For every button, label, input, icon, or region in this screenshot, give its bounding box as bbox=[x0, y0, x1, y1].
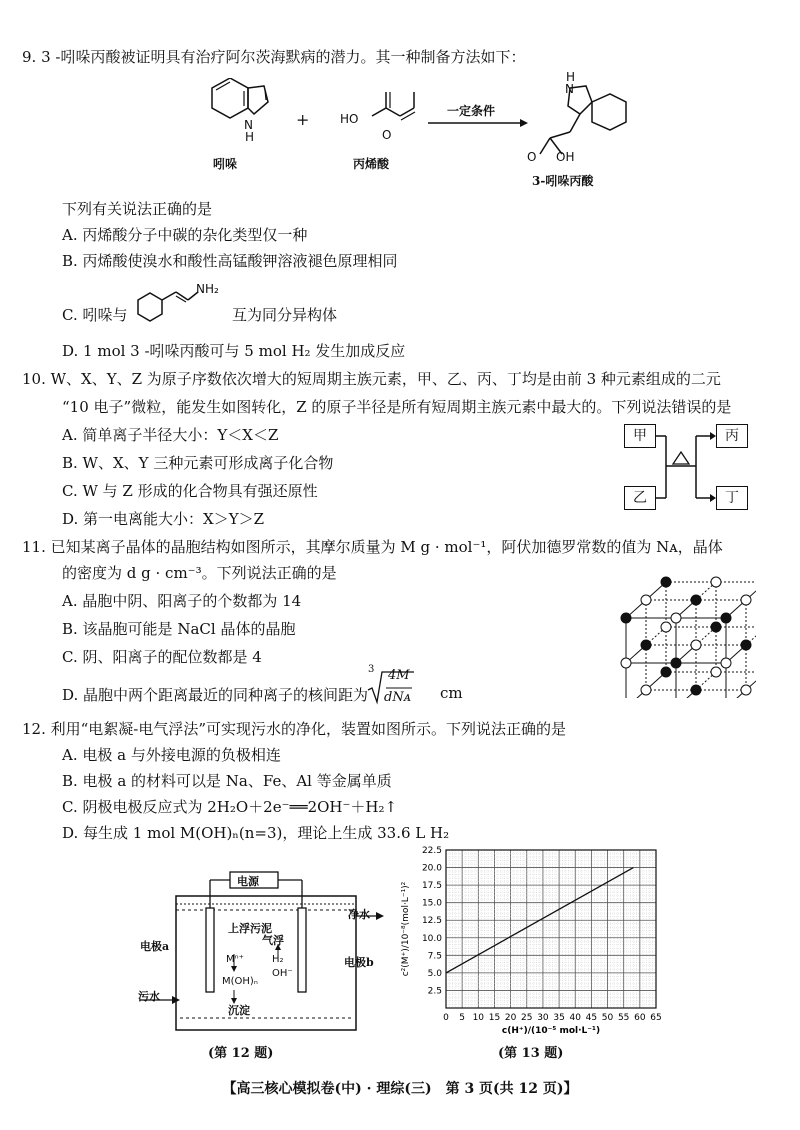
oh-label: OH⁻ bbox=[272, 968, 293, 979]
acrylic-acid-name: 丙烯酸 bbox=[353, 157, 390, 171]
q13-chart bbox=[396, 838, 666, 1038]
q12-option-b: B. 电极 a 的材料可以是 Na、Fe、Al 等金属单质 bbox=[62, 772, 392, 790]
x-tick-label: 45 bbox=[585, 1013, 598, 1023]
q11-line2: 的密度为 d g · cm⁻³。下列说法正确的是 bbox=[62, 564, 337, 582]
q10-option-d: D. 第一电离能大小：X＞Y＞Z bbox=[62, 510, 265, 528]
fraction-denominator: dNᴀ bbox=[384, 690, 412, 705]
cation-dot bbox=[671, 658, 681, 668]
indole-name: 吲哚 bbox=[213, 157, 238, 171]
indolepropanoic-acid-structure bbox=[520, 84, 630, 164]
x-tick-label: 0 bbox=[443, 1013, 449, 1023]
q12-option-c: C. 阴极电极反应式为 2H₂O＋2e⁻══2OH⁻＋H₂↑ bbox=[62, 798, 398, 816]
q9-option-d: D. 1 mol 3 -吲哚丙酸可与 5 mol H₂ 发生加成反应 bbox=[62, 342, 406, 360]
acrylic-acid-structure bbox=[362, 84, 422, 144]
x-tick-label: 65 bbox=[650, 1013, 662, 1023]
conversion-diagram-lines bbox=[656, 430, 718, 510]
q9-option-b: B. 丙烯酸使溴水和酸性高锰酸钾溶液褪色原理相同 bbox=[62, 252, 398, 270]
q10-option-b: B. W、X、Y 三种元素可形成离子化合物 bbox=[62, 454, 334, 472]
anion-dot bbox=[641, 595, 651, 605]
box-yi: 乙 bbox=[624, 486, 656, 510]
q12-stem: 12. 利用“电絮凝-电气浮法”可实现污水的净化，装置如图所示。下列说法正确的是 bbox=[22, 720, 567, 738]
anion-dot bbox=[711, 667, 721, 677]
cube-root-index: 3 bbox=[368, 664, 375, 675]
q11-option-d-pre: D. 晶胞中两个距离最近的同种离子的核间距为 bbox=[62, 686, 369, 704]
x-tick-label: 5 bbox=[459, 1013, 466, 1023]
q10-line1: 10. W、X、Y、Z 为原子序数依次增大的短周期主族元素，甲、乙、丙、丁均是由前 3 种元素组成的二元 bbox=[22, 370, 721, 388]
anion-dot bbox=[741, 685, 751, 695]
moh-label: M(OH)ₙ bbox=[222, 976, 258, 987]
anion-dot bbox=[671, 613, 681, 623]
indole-n-label: N bbox=[244, 118, 253, 132]
q10-line2: “10 电子”微粒，能发生如图转化，Z 的原子半径是所有短周期主族元素中最大的。下列说法错误的是 bbox=[62, 398, 732, 416]
cation-dot bbox=[741, 640, 751, 650]
anion-dot bbox=[721, 658, 731, 668]
q10-option-c: C. W 与 Z 形成的化合物具有强还原性 bbox=[62, 482, 318, 500]
y-tick-label: 17.5 bbox=[421, 881, 442, 892]
anion-dot bbox=[621, 658, 631, 668]
product-h-label: H bbox=[566, 70, 576, 84]
crystal-cell-diagram bbox=[616, 568, 756, 698]
cation-dot bbox=[661, 577, 671, 587]
x-tick-label: 15 bbox=[488, 1013, 501, 1023]
acrylic-ho-label: HO bbox=[340, 112, 359, 126]
anion-dot bbox=[711, 577, 721, 587]
q9-stem: 9. 3 -吲哚丙酸被证明具有治疗阿尔茨海默病的潜力。其一种制备方法如下： bbox=[22, 48, 526, 66]
q12-figure-caption: (第 12 题) bbox=[208, 1046, 274, 1061]
product-n-label: N bbox=[565, 82, 574, 96]
q11-option-c: C. 阴、阳离子的配位数都是 4 bbox=[62, 648, 262, 666]
q11-option-d-unit: cm bbox=[440, 684, 463, 702]
q13-figure-caption: (第 13 题) bbox=[498, 1046, 564, 1061]
cation-dot bbox=[661, 667, 671, 677]
cation-dot bbox=[691, 685, 701, 695]
y-tick-label: 22.5 bbox=[421, 846, 442, 856]
product-name: 3-吲哚丙酸 bbox=[532, 174, 594, 188]
q10-option-a: A. 简单离子半径大小：Y＜X＜Z bbox=[62, 426, 279, 444]
indole-h-label: H bbox=[245, 130, 255, 144]
electrode-a-label: 电极a bbox=[140, 940, 170, 953]
x-tick-label: 60 bbox=[634, 1013, 646, 1023]
air-float-label: 气浮 bbox=[262, 934, 284, 947]
q11-line1: 11. 已知某离子晶体的晶胞结构如图所示，其摩尔质量为 M g · mol⁻¹，阿伏加德罗常数的值为 Nᴀ，晶体 bbox=[22, 538, 723, 556]
q9-prompt: 下列有关说法正确的是 bbox=[62, 200, 213, 218]
x-tick-label: 50 bbox=[601, 1013, 614, 1023]
cation-dot bbox=[691, 595, 701, 605]
fraction-numerator: 4M bbox=[388, 668, 410, 683]
plot-frame bbox=[446, 850, 656, 1008]
y-tick-label: 7.5 bbox=[427, 951, 442, 962]
sludge-label: 上浮污泥 bbox=[228, 922, 272, 935]
reaction-condition: 一定条件 bbox=[447, 104, 496, 118]
q9-option-c-pre: C. 吲哚与 bbox=[62, 306, 128, 324]
y-tick-label: 12.5 bbox=[421, 916, 442, 927]
product-o-label: O bbox=[527, 150, 537, 164]
reaction-arrow bbox=[428, 118, 528, 128]
anion-dot bbox=[691, 640, 701, 650]
precipitate-label: 沉淀 bbox=[228, 1004, 250, 1017]
y-tick-label: 5.0 bbox=[427, 968, 442, 979]
anion-dot bbox=[641, 685, 651, 695]
m-ion-label: Mⁿ⁺ bbox=[226, 954, 244, 965]
x-tick-label: 25 bbox=[521, 1013, 533, 1023]
q12-option-d: D. 每生成 1 mol M(OH)ₙ(n=3)，理论上生成 33.6 L H₂ bbox=[62, 824, 450, 842]
electrode-b-label: 电极b bbox=[344, 956, 374, 969]
y-tick-label: 15.0 bbox=[421, 898, 442, 909]
cation-dot bbox=[641, 640, 651, 650]
x-tick-label: 10 bbox=[472, 1013, 485, 1023]
acrylic-o-label: O bbox=[382, 128, 392, 142]
y-axis-label: c²(M⁺)/10⁻⁸(mol·L⁻¹)² bbox=[401, 881, 411, 977]
product-oh-label: OH bbox=[556, 150, 575, 164]
cation-dot bbox=[621, 613, 631, 623]
q9-option-c-post: 互为同分异构体 bbox=[232, 306, 338, 324]
x-tick-label: 30 bbox=[537, 1013, 549, 1023]
box-bing: 丙 bbox=[716, 424, 748, 448]
x-tick-label: 35 bbox=[553, 1013, 565, 1023]
cation-dot bbox=[721, 613, 731, 623]
clean-water-label: 净水 bbox=[348, 908, 370, 921]
nh2-label: NH₂ bbox=[196, 282, 219, 296]
y-tick-label: 2.5 bbox=[427, 986, 442, 997]
box-jia: 甲 bbox=[624, 424, 656, 448]
power-source-label: 电源 bbox=[237, 875, 259, 888]
page-footer: 【高三核心模拟卷(中) · 理综(三) 第 3 页(共 12 页)】 bbox=[222, 1081, 578, 1097]
x-tick-label: 20 bbox=[504, 1013, 517, 1023]
q12-option-a: A. 电极 a 与外接电源的负极相连 bbox=[62, 746, 281, 764]
h2-label: H₂ bbox=[272, 954, 284, 965]
x-axis-label: c(H⁺)/(10⁻⁵ mol·L⁻¹) bbox=[501, 1026, 601, 1036]
q11-option-a: A. 晶胞中阴、阳离子的个数都为 14 bbox=[62, 592, 302, 610]
y-tick-label: 10.0 bbox=[421, 933, 442, 944]
y-tick-label: 20.0 bbox=[421, 863, 442, 874]
q11-option-b: B. 该晶胞可能是 NaCl 晶体的晶胞 bbox=[62, 620, 296, 638]
indole-structure bbox=[192, 78, 272, 148]
anion-dot bbox=[741, 595, 751, 605]
x-tick-label: 40 bbox=[569, 1013, 581, 1023]
q9-option-a: A. 丙烯酸分子中碳的杂化类型仅一种 bbox=[62, 226, 308, 244]
x-tick-label: 55 bbox=[617, 1013, 630, 1023]
box-ding: 丁 bbox=[716, 486, 748, 510]
waste-water-label: 污水 bbox=[138, 990, 160, 1003]
plus-sign: + bbox=[296, 110, 310, 129]
anion-dot bbox=[661, 622, 671, 632]
cation-dot bbox=[711, 622, 721, 632]
